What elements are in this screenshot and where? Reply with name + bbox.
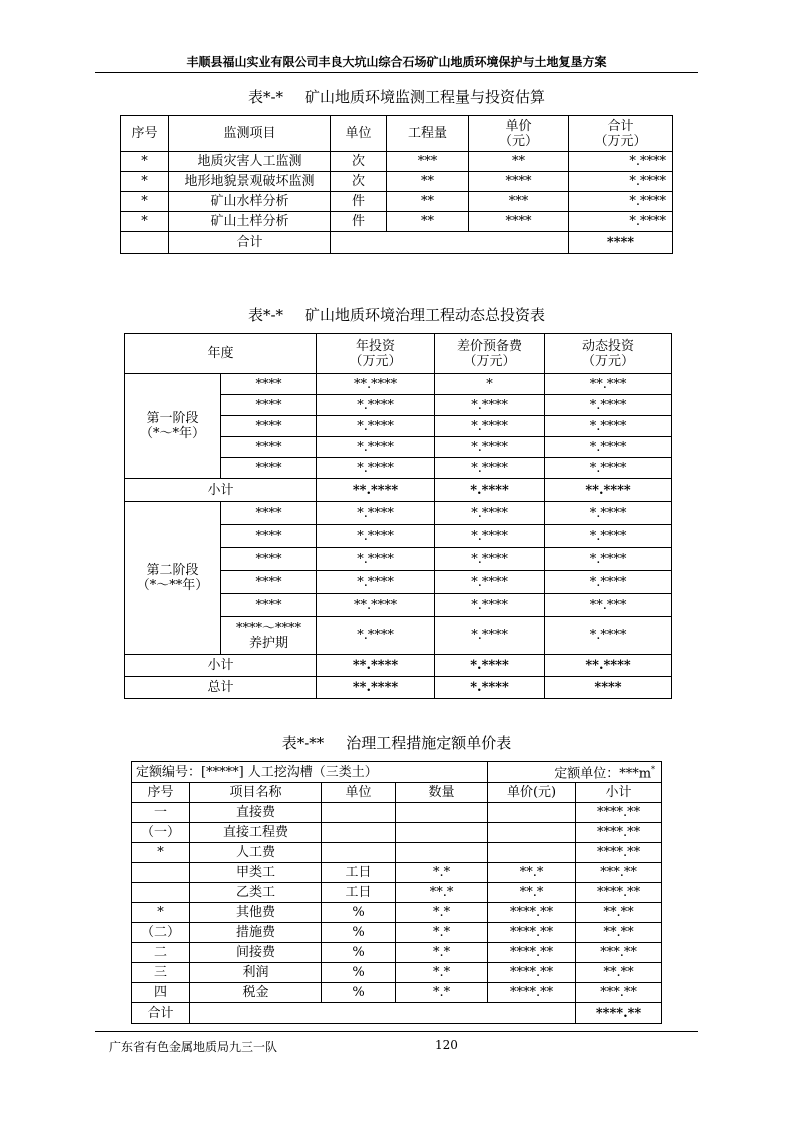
table-header-row <box>121 116 673 152</box>
table-cell: *.**** <box>435 677 545 699</box>
table1-caption-number: 表*-* <box>247 88 284 106</box>
table-cell: **.**** <box>317 594 435 617</box>
table-cell: 三 <box>132 963 190 983</box>
table-cell: 工日 <box>322 863 396 883</box>
table-cell: *.**** <box>317 458 435 479</box>
table-cell: *.**** <box>435 395 545 416</box>
table2-caption-title: 矿山地质环境治理工程动态总投资表 <box>305 306 546 324</box>
table-cell: 直接费 <box>190 803 322 823</box>
table-cell: *.**** <box>545 571 672 594</box>
table-header-row <box>125 334 672 374</box>
table-cell: *.**** <box>435 416 545 437</box>
stage1-label: 第一阶段 （*～*年） <box>125 374 221 479</box>
table-cell: * <box>121 172 169 192</box>
stage2-label: 第二阶段 （*～**年） <box>125 502 221 655</box>
table-row <box>121 172 673 192</box>
table-cell: *.**** <box>317 437 435 458</box>
table-cell: ***.** <box>576 863 662 883</box>
quota-info-row <box>132 762 662 783</box>
table-cell <box>488 843 576 863</box>
table2-caption-number: 表*-* <box>247 306 284 324</box>
table-cell: % <box>322 983 396 1003</box>
table-cell: *.**** <box>569 152 673 172</box>
table2-caption <box>0 304 793 325</box>
table-cell: *.* <box>396 943 488 963</box>
subtotal-label: 小计 <box>125 655 317 677</box>
quota-unit-superscript: * <box>651 765 656 775</box>
table-cell: ***.** <box>576 943 662 963</box>
table-cell: *** <box>469 192 569 212</box>
table-cell: ** <box>469 152 569 172</box>
table-cell: **** <box>221 437 317 458</box>
table-cell: **** <box>221 525 317 548</box>
table-cell: 一 <box>132 803 190 823</box>
table-cell: **.* <box>488 883 576 903</box>
table-cell: **** <box>221 416 317 437</box>
header-cell: 动态投资 （万元） <box>545 334 672 374</box>
subtotal-row <box>125 655 672 677</box>
grand-total-row <box>125 677 672 699</box>
table-row <box>121 152 673 172</box>
table-cell: * <box>132 843 190 863</box>
header-cell: 小计 <box>576 783 662 803</box>
table-cell: 地形地貌景观破坏监测 <box>169 172 331 192</box>
table-cell <box>132 863 190 883</box>
table-row <box>121 212 673 232</box>
page-footer <box>95 1031 698 1056</box>
table-row <box>132 983 662 1003</box>
table-cell: *.**** <box>545 548 672 571</box>
table-cell <box>190 1003 576 1024</box>
table-cell: *.**** <box>317 548 435 571</box>
monitoring-cost-table <box>120 115 673 254</box>
table-cell: *.**** <box>435 655 545 677</box>
table-cell: *.**** <box>545 617 672 655</box>
table-cell: ****.** <box>576 823 662 843</box>
table-cell: ** <box>387 192 469 212</box>
table-cell: *.**** <box>435 479 545 502</box>
table-cell: * <box>132 903 190 923</box>
table-row <box>132 923 662 943</box>
table-row <box>132 903 662 923</box>
table-row <box>132 863 662 883</box>
header-cell: 年投资 （万元） <box>317 334 435 374</box>
table-cell: 间接费 <box>190 943 322 963</box>
total-label: 合计 <box>132 1003 190 1024</box>
header-cell: 单价 （元） <box>469 116 569 152</box>
table-header-row <box>132 783 662 803</box>
table-cell: *.* <box>396 923 488 943</box>
table-row <box>132 963 662 983</box>
quota-code: 定额编号：[*****] 人工挖沟槽（三类土） <box>132 762 488 783</box>
table-cell: ****.** <box>488 963 576 983</box>
table-cell: 件 <box>331 212 387 232</box>
table3-caption <box>0 732 793 753</box>
table-cell: 地质灾害人工监测 <box>169 152 331 172</box>
table1-caption-title: 矿山地质环境监测工程量与投资估算 <box>305 88 546 106</box>
table-cell: **** <box>221 548 317 571</box>
table-cell: ****.** <box>576 883 662 903</box>
header-cell: 序号 <box>132 783 190 803</box>
header-cell: 单位 <box>331 116 387 152</box>
grand-total-label: 总计 <box>125 677 317 699</box>
total-value: ****.** <box>576 1003 662 1024</box>
total-row <box>132 1003 662 1024</box>
table-cell: *.**** <box>569 172 673 192</box>
dynamic-investment-table <box>124 333 672 699</box>
quota-unit <box>488 762 662 783</box>
table-cell: *.**** <box>435 594 545 617</box>
table-cell: **.*** <box>545 594 672 617</box>
table3-caption-number: 表*-** <box>281 734 325 752</box>
table-row <box>132 883 662 903</box>
table-cell: *.**** <box>435 525 545 548</box>
header-cell: 数量 <box>396 783 488 803</box>
table-cell: *.**** <box>545 437 672 458</box>
table-cell <box>396 843 488 863</box>
table-cell: *.**** <box>569 212 673 232</box>
table-cell: 矿山土样分析 <box>169 212 331 232</box>
table-cell: ****.** <box>576 843 662 863</box>
table-cell: % <box>322 963 396 983</box>
table-cell: **** <box>221 395 317 416</box>
subtotal-label: 小计 <box>125 479 317 502</box>
table3-caption-title: 治理工程措施定额单价表 <box>346 734 512 752</box>
table-cell: **.** <box>576 903 662 923</box>
total-value: **** <box>569 232 673 254</box>
table-cell: *.**** <box>317 571 435 594</box>
table-cell: *.**** <box>317 416 435 437</box>
table-cell: ***.** <box>576 983 662 1003</box>
header-cell: 单位 <box>322 783 396 803</box>
table-cell: % <box>322 903 396 923</box>
total-label: 合计 <box>169 232 331 254</box>
table-cell <box>322 843 396 863</box>
table-cell: 乙类工 <box>190 883 322 903</box>
table-cell: **** <box>221 374 317 395</box>
table-cell: *.**** <box>545 458 672 479</box>
table-cell <box>488 803 576 823</box>
table-cell: *.**** <box>435 502 545 525</box>
table-cell: **** <box>221 571 317 594</box>
table-row <box>132 823 662 843</box>
footer-organization: 广东省有色金属地质局九三一队 <box>109 1040 278 1054</box>
table-cell: ****.** <box>488 923 576 943</box>
table-cell: **.* <box>396 883 488 903</box>
table-cell: 次 <box>331 172 387 192</box>
table-cell: *.**** <box>435 437 545 458</box>
table-cell: **.**** <box>317 677 435 699</box>
total-row <box>121 232 673 254</box>
table-cell: 甲类工 <box>190 863 322 883</box>
table-cell: **.**** <box>317 374 435 395</box>
table-row <box>125 374 672 395</box>
table-cell: ****.** <box>488 943 576 963</box>
page-number: 120 <box>435 1038 458 1052</box>
table-cell: *.**** <box>317 617 435 655</box>
table-cell <box>331 232 569 254</box>
table-cell: （二） <box>132 923 190 943</box>
table-cell: 次 <box>331 152 387 172</box>
header-cell: 合计 （万元） <box>569 116 673 152</box>
table-cell <box>322 823 396 843</box>
table-cell: **.**** <box>545 655 672 677</box>
table-cell: （一） <box>132 823 190 843</box>
table-row <box>132 803 662 823</box>
table-cell: *.**** <box>317 502 435 525</box>
table-cell: 利润 <box>190 963 322 983</box>
subtotal-row <box>125 479 672 502</box>
table-cell: **.**** <box>317 655 435 677</box>
table-cell <box>121 232 169 254</box>
table-cell: **** <box>221 594 317 617</box>
header-cell: 年度 <box>125 334 317 374</box>
table-cell: **** <box>221 502 317 525</box>
table-cell: *.**** <box>545 502 672 525</box>
table-cell: **.**** <box>545 479 672 502</box>
table-cell: *.**** <box>435 571 545 594</box>
table-cell: ****.** <box>576 803 662 823</box>
table-cell: * <box>435 374 545 395</box>
table-cell: 件 <box>331 192 387 212</box>
table-cell: *.**** <box>317 525 435 548</box>
table-row <box>121 192 673 212</box>
table-cell: *.* <box>396 903 488 923</box>
header-cell: 序号 <box>121 116 169 152</box>
table-cell: *** <box>387 152 469 172</box>
table-cell: **.*** <box>545 374 672 395</box>
table-cell: *.**** <box>569 192 673 212</box>
maintenance-period-cell: ****～**** 养护期 <box>221 617 317 655</box>
table-cell: % <box>322 943 396 963</box>
table-cell <box>396 823 488 843</box>
table-cell: *.**** <box>435 548 545 571</box>
table-cell: 措施费 <box>190 923 322 943</box>
header-cell: 差价预备费 （万元） <box>435 334 545 374</box>
table-cell: *.* <box>396 963 488 983</box>
table-cell: * <box>121 212 169 232</box>
header-cell: 监测项目 <box>169 116 331 152</box>
table-cell: **** <box>545 677 672 699</box>
table-cell: *.**** <box>435 458 545 479</box>
table-row <box>125 502 672 525</box>
table-cell: ** <box>387 172 469 192</box>
table-row <box>132 843 662 863</box>
page-header: 丰顺县福山实业有限公司丰良大坑山综合石场矿山地质环境保护与土地复垦方案 <box>95 52 698 73</box>
quota-unit-text: 定额单位：***m <box>554 766 652 782</box>
table-cell: 二 <box>132 943 190 963</box>
header-cell: 项目名称 <box>190 783 322 803</box>
table-cell: **** <box>469 172 569 192</box>
table-cell: **.** <box>576 923 662 943</box>
table-cell: *.**** <box>545 416 672 437</box>
table-cell <box>322 803 396 823</box>
table-cell: ****.** <box>488 903 576 923</box>
table-cell: 税金 <box>190 983 322 1003</box>
table-cell: *.**** <box>545 395 672 416</box>
table-cell: **** <box>221 458 317 479</box>
table-row <box>132 943 662 963</box>
unit-price-quota-table <box>131 761 662 1024</box>
header-cell: 工程量 <box>387 116 469 152</box>
header-cell: 单价(元) <box>488 783 576 803</box>
table-cell: *.**** <box>317 395 435 416</box>
table-cell: *.**** <box>435 617 545 655</box>
table-cell: * <box>121 152 169 172</box>
table-cell: *.**** <box>545 525 672 548</box>
table-cell: * <box>121 192 169 212</box>
table-cell: *.* <box>396 983 488 1003</box>
table-cell: 其他费 <box>190 903 322 923</box>
table-cell: *.* <box>396 863 488 883</box>
table-cell <box>488 823 576 843</box>
table-cell: ** <box>387 212 469 232</box>
table1-caption <box>0 86 793 107</box>
table-cell: 四 <box>132 983 190 1003</box>
table-cell: **.** <box>576 963 662 983</box>
table-cell: **.* <box>488 863 576 883</box>
table-cell: ****.** <box>488 983 576 1003</box>
table-cell: **.**** <box>317 479 435 502</box>
table-cell: **** <box>469 212 569 232</box>
table-cell: 人工费 <box>190 843 322 863</box>
table-cell: % <box>322 923 396 943</box>
table-cell <box>132 883 190 903</box>
table-cell: 矿山水样分析 <box>169 192 331 212</box>
table-cell: 直接工程费 <box>190 823 322 843</box>
table-cell: 工日 <box>322 883 396 903</box>
table-cell <box>396 803 488 823</box>
